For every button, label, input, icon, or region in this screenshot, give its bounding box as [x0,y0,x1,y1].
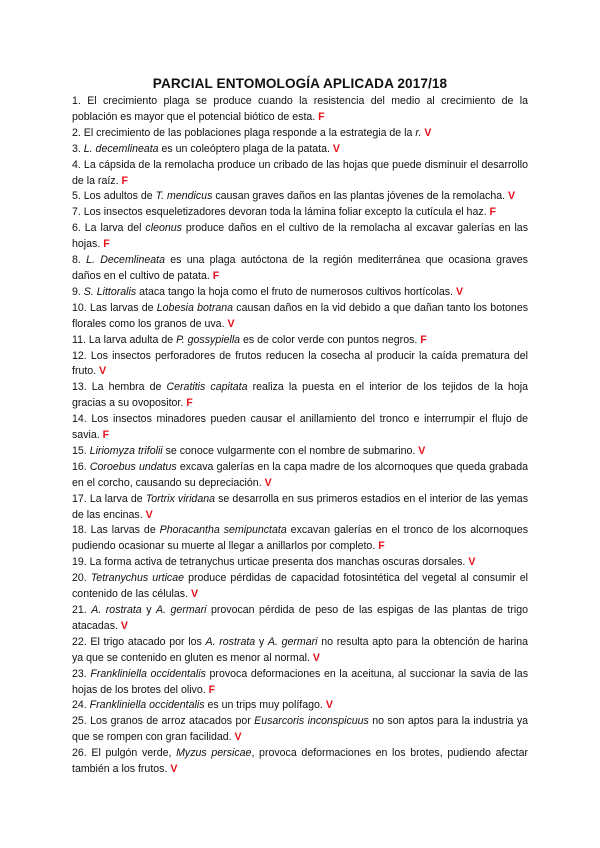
question-text: 10. Las larvas de [72,301,157,314]
question-text: es de color verde con puntos negros. [240,333,421,346]
question-item [72,205,528,221]
answer-mark: V [455,285,464,298]
question-item [72,221,528,253]
question-text: y [141,604,157,616]
question-text: causan graves daños en las plantas jóvenes de la remolacha. [212,190,509,203]
species-name: r. [415,126,422,139]
question-item [72,142,528,158]
question-text: 22. El trigo atacado por los [72,635,206,648]
question-item [72,555,528,571]
species-name: Tetranychus urticae [90,572,184,585]
exam-page [72,74,528,778]
question-text: 3. [72,142,84,155]
question-item [72,333,528,349]
species-name: A. germari [156,604,207,616]
answer-mark: F [420,333,427,346]
answer-mark: V [332,142,340,155]
question-text: 1. El crecimiento plaga se produce cuando la resistencia del medio al crecimiento de la población es mayor que el potencial biótico de esta. [72,95,528,123]
question-item [72,667,528,699]
species-name: Frankliniella occidentalis [89,699,205,712]
question-item [72,603,528,635]
answer-mark: V [170,763,178,776]
answer-mark: F [212,269,220,282]
question-item [72,189,528,205]
answer-mark: V [508,190,516,203]
question-text: 19. La forma activa de tetranychus urticae presenta dos manchas oscuras dorsales. [72,556,469,569]
question-item [72,285,528,301]
question-text: 9. [72,285,84,298]
question-item [72,94,528,126]
species-name: A. germari [267,635,318,648]
question-text: 5. Los adultos de [72,190,156,203]
species-name: P. gossypiella [176,333,241,346]
question-text: 14. Los insectos minadores pueden causar el anillamiento del tronco e interrumpir el flujo de savia. [72,413,528,442]
question-text: y [255,635,268,648]
question-text: 26. El pulgón verde, [72,747,177,760]
species-name: Phoracantha semipunctata [159,524,287,537]
question-text: 13. La hembra de [72,381,167,394]
question-text: 12. Los insectos perforadores de frutos reducen la cosecha al producir la caída prematura del fruto. [72,349,528,378]
answer-mark: V [120,619,128,632]
species-name: S. Littoralis [83,285,137,298]
answer-mark: V [264,476,272,489]
question-list [72,94,528,778]
answer-mark: V [190,588,199,601]
answer-mark: V [325,699,333,712]
answer-mark: V [227,317,235,330]
question-text: causan daños en la vid debido a que dañan tanto los botones florales como los granos de uva. [72,301,529,330]
question-text: 16. [72,460,90,473]
answer-mark: F [378,540,385,553]
species-name: L. decemlineata [83,142,159,155]
question-item [72,301,528,333]
question-item [72,412,528,444]
question-item [72,746,528,778]
answer-mark: V [234,731,242,744]
species-name: Liriomyza trifolii [89,444,163,457]
question-item [72,698,528,714]
question-item [72,253,528,285]
question-item [72,444,528,460]
species-name: A. rostrata [91,604,142,616]
question-item [72,158,528,190]
question-text: es una plaga autóctona de la región mediterránea que ocasiona graves daños en el cultivo de patata. [72,254,528,282]
answer-mark: F [186,397,193,410]
answer-mark: V [99,365,107,378]
answer-mark: V [424,126,432,139]
question-item [72,460,528,492]
question-text: es un coleóptero plaga de la patata. [158,142,333,155]
question-text: excava galerías en la capa madre de los alcornoques que queda grabada en el corcho, causando su depreciación. [72,460,528,489]
question-text: ataca tango la hoja como el fruto de numerosos cultivos hortícolas. [136,285,456,298]
question-item [72,380,528,412]
question-text: 15. [72,444,90,457]
question-text: 17. La larva de [72,492,146,505]
answer-mark: F [489,206,497,219]
question-item [72,523,528,555]
species-name: Coroebus undatus [89,460,177,473]
question-text: no resulta apto para la obtención de harina ya que se contenido en gluten es menor al normal. [72,635,528,664]
question-text: se desarrolla en sus primeros estadios en el interior de las yemas de las encinas. [72,492,528,521]
question-text: produce daños en el cultivo de la remolacha al excavar galerías en las hojas. [72,222,528,251]
answer-mark: V [145,508,153,521]
question-text: , provoca deformaciones en los brotes, pudiendo afectar también a los frutos. [72,747,528,776]
species-name: Tortrix viridana [145,492,215,505]
answer-mark: V [418,444,426,457]
question-text: 24. [72,699,90,712]
question-text: no son aptos para la industria ya que se rompen con gran facilidad. [72,715,529,744]
question-text: 20. [72,572,91,585]
question-text: provoca deformaciones en la aceituna, al succionar la savia de las hojas de los brotes del olivo. [72,667,528,696]
question-text: 23. [72,667,91,680]
species-name: Eusarcoris inconspicuus [254,715,369,728]
question-item [72,571,528,603]
question-text: 21. [72,604,92,616]
question-text: 4. La cápsida de la remolacha produce un cribado de las hojas que puede disminuir el desarrollo de la raíz. [72,158,528,187]
answer-mark: F [208,683,216,696]
species-name: cleonus [145,222,182,235]
species-name: Lobesia botrana [156,301,234,314]
answer-mark: F [102,429,110,442]
answer-mark: V [468,556,476,569]
question-text: provocan pérdida de peso de las espigas de las plantas de trigo atacadas. [72,604,528,632]
question-text: 25. Los granos de arroz atacados por [72,715,255,728]
answer-mark: F [121,174,128,187]
question-text: se conoce vulgarmente con el nombre de submarino. [162,444,419,457]
question-text: es un trips muy polífago. [204,699,326,712]
answer-mark: F [318,110,325,123]
question-text: 6. La larva del [72,222,146,235]
species-name: Myzus persicae [176,747,252,760]
question-item [72,126,528,142]
question-item [72,635,528,667]
species-name: Ceratitis capitata [166,381,248,394]
question-item [72,714,528,746]
question-item [72,349,528,381]
page-title: PARCIAL ENTOMOLOGÍA APLICADA 2017/18 [152,76,448,91]
species-name: Frankliniella occidentalis [90,667,206,680]
question-item [72,492,528,524]
question-text: 8. [72,254,87,267]
question-text: 18. Las larvas de [72,524,160,537]
question-text: realiza la puesta en el interior de los tejidos de la hoja gracias a su ovopositor. [72,381,528,410]
answer-mark: V [312,651,320,664]
question-text: excavan galerías en el tronco de los alcornoques pudiendo ocasionar su muerte al llegar a anillarlos por completo. [72,524,529,553]
species-name: T. mendicus [155,190,213,203]
question-text: produce pérdidas de capacidad fotosintética del vegetal al consumir el contenido de las células. [72,572,529,601]
species-name: A. rostrata [205,635,256,648]
question-text: 7. Los insectos esqueletizadores devoran toda la lámina foliar excepto la cutícula el haz. [72,206,490,219]
species-name: L. Decemlineata [86,254,165,267]
answer-mark: F [103,238,110,251]
question-text: 11. La larva adulta de [72,333,177,346]
question-text: 2. El crecimiento de las poblaciones plaga responde a la estrategia de la [72,126,416,139]
